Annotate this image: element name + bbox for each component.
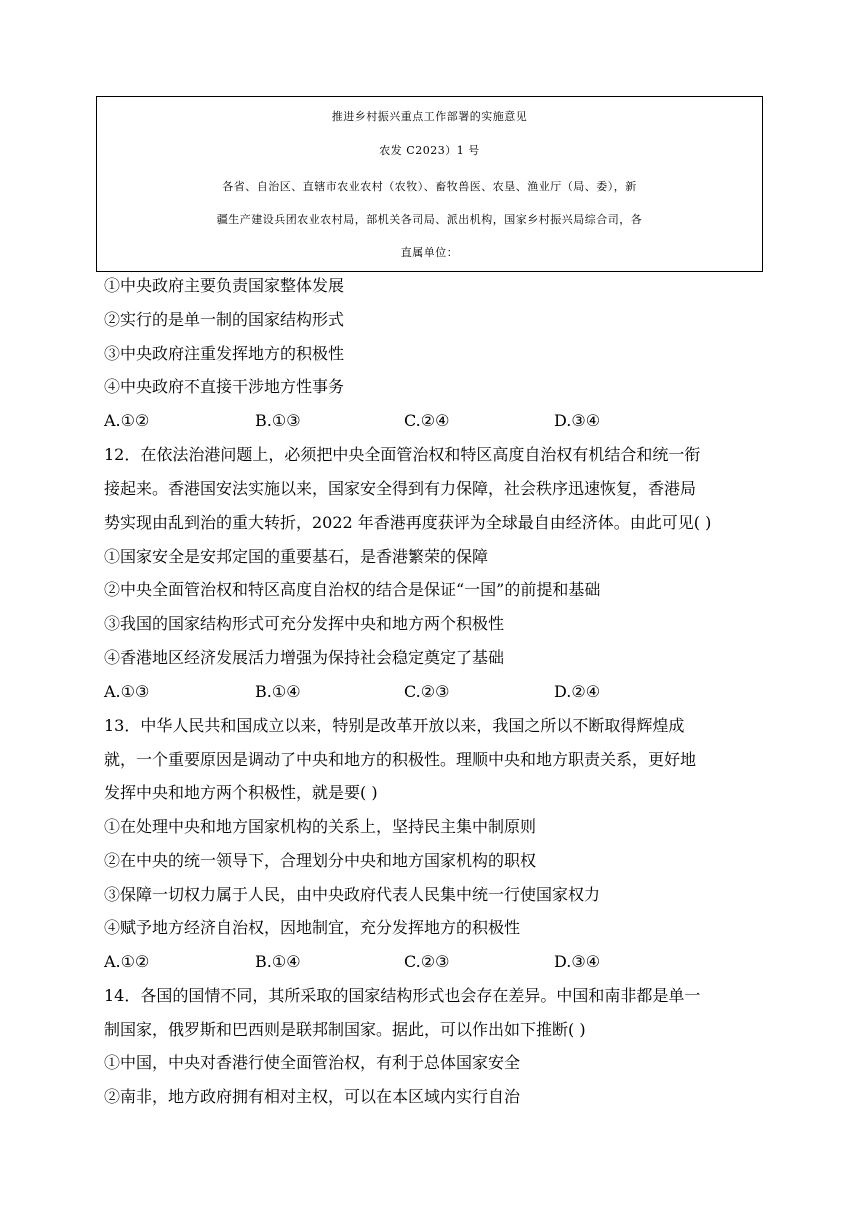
q11-option-d[interactable]: D.③④ <box>554 411 601 430</box>
q12-stem-line: 12．在依法治港问题上，必须把中央全面管治权和特区高度自治权有机结合和统一衔 <box>104 445 701 464</box>
q13-option-d[interactable]: D.③④ <box>554 952 601 971</box>
q14-statement: ②南非，地方政府拥有相对主权，可以在本区域内实行自治 <box>104 1087 521 1106</box>
q12-statement: ③我国的国家结构形式可充分发挥中央和地方两个积极性 <box>104 614 505 633</box>
q14-stem-line: 14．各国的国情不同，其所采取的国家结构形式也会存在差异。中国和南非都是单一 <box>104 986 701 1005</box>
q13-stem-line: 发挥中央和地方两个积极性，就是要( ) <box>104 783 378 802</box>
q11-statement: ③中央政府注重发挥地方的积极性 <box>104 344 345 363</box>
notice-addressee-line: 各省、自治区、直辖市农业农村（农牧）、畜牧兽医、农垦、渔业厅（局、委），新 <box>222 180 637 193</box>
q13-stem-line: 13．中华人民共和国成立以来，特别是改革开放以来，我国之所以不断取得辉煌成 <box>104 716 685 735</box>
notice-addressee-line: 疆生产建设兵团农业农村局，部机关各司局、派出机构，国家乡村振兴局综合司，各 <box>216 213 643 226</box>
q11-option-b[interactable]: B.①③ <box>255 411 301 430</box>
notice-doc-number: 农发 C2023）1 号 <box>379 144 480 157</box>
q11-statement: ①中央政府主要负责国家整体发展 <box>104 276 345 295</box>
q13-statement: ②在中央的统一领导下，合理划分中央和地方国家机构的职权 <box>104 851 537 870</box>
notice-box <box>96 96 763 272</box>
q12-stem-line: 接起来。香港国安法实施以来，国家安全得到有力保障，社会秩序迅速恢复，香港局 <box>104 479 697 498</box>
q11-option-c[interactable]: C.②④ <box>404 411 450 430</box>
q12-statement: ④香港地区经济发展活力增强为保持社会稳定奠定了基础 <box>104 648 505 667</box>
q12-option-d[interactable]: D.②④ <box>554 682 601 701</box>
q12-option-b[interactable]: B.①④ <box>255 682 301 701</box>
q14-stem-line: 制国家，俄罗斯和巴西则是联邦制国家。据此，可以作出如下推断( ) <box>104 1020 586 1039</box>
notice-addressee-line: 直属单位： <box>400 246 459 259</box>
q12-stem-line: 势实现由乱到治的重大转折，2022 年香港再度获评为全球最自由经济体。由此可见( ) <box>104 513 712 532</box>
q13-statement: ③保障一切权力属于人民，由中央政府代表人民集中统一行使国家权力 <box>104 885 601 904</box>
q11-statement: ④中央政府不直接干涉地方性事务 <box>104 377 345 396</box>
q13-option-c[interactable]: C.②③ <box>404 952 450 971</box>
q14-statement: ①中国，中央对香港行使全面管治权，有利于总体国家安全 <box>104 1053 521 1072</box>
q12-option-a[interactable]: A.①③ <box>104 682 150 701</box>
q13-stem-line: 就，一个重要原因是调动了中央和地方的积极性。理顺中央和地方职责关系，更好地 <box>104 750 697 769</box>
q13-statement: ④赋予地方经济自治权，因地制宜，充分发挥地方的积极性 <box>104 918 521 937</box>
notice-title: 推进乡村振兴重点工作部署的实施意见 <box>331 110 528 123</box>
q13-option-b[interactable]: B.①④ <box>255 952 301 971</box>
q13-option-a[interactable]: A.①② <box>104 952 150 971</box>
q12-statement: ②中央全面管治权和特区高度自治权的结合是保证“一国”的前提和基础 <box>104 580 601 599</box>
q11-option-a[interactable]: A.①② <box>104 411 150 430</box>
q11-statement: ②实行的是单一制的国家结构形式 <box>104 310 345 329</box>
q13-statement: ①在处理中央和地方国家机构的关系上，坚持民主集中制原则 <box>104 817 537 836</box>
q12-option-c[interactable]: C.②③ <box>404 682 450 701</box>
q12-statement: ①国家安全是安邦定国的重要基石，是香港繁荣的保障 <box>104 547 489 566</box>
